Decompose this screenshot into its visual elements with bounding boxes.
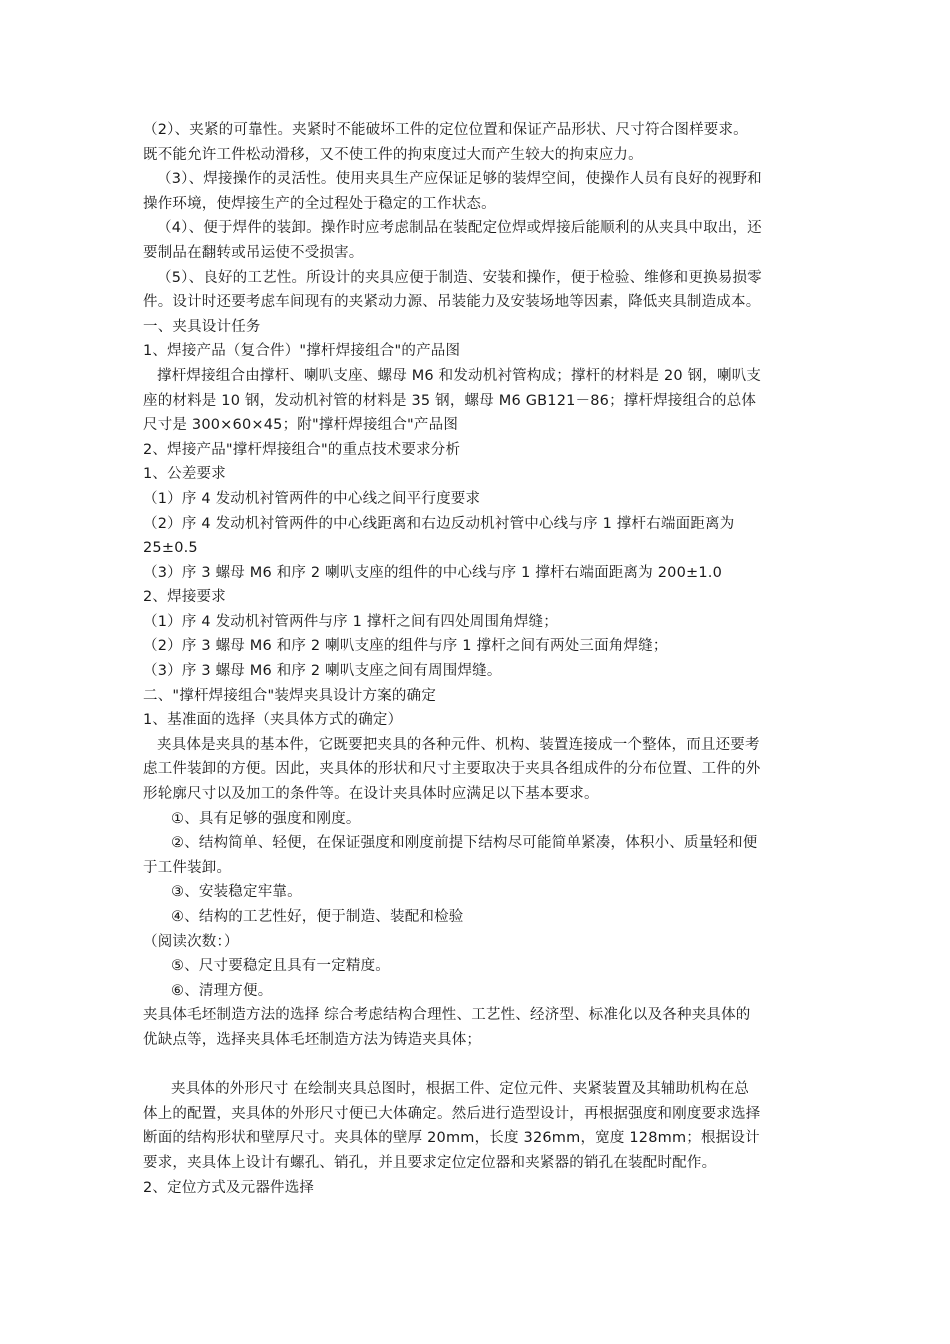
subsection-heading: 2、定位方式及元器件选择 — [143, 1179, 315, 1196]
list-item: ⑥、清理方便。 — [171, 982, 273, 999]
list-item: （2）序 4 发动机衬管两件的中心线距离和右边反动机衬管中心线与序 1 撑杆右端面距离为 — [143, 515, 735, 532]
text-line: 要制品在翻转或吊运使不受损害。 — [143, 244, 364, 261]
text-line: 优缺点等，选择夹具体毛坯制造方法为铸造夹具体； — [143, 1031, 482, 1048]
text-line: 要求，夹具体上设计有螺孔、销孔，并且要求定位定位器和夹紧器的销孔在装配时配作。 — [143, 1154, 717, 1171]
text-line: 形轮廓尺寸以及加工的条件等。在设计夹具体时应满足以下基本要求。 — [143, 786, 599, 803]
blank-line — [143, 1053, 815, 1078]
list-item: ①、具有足够的强度和刚度。 — [171, 810, 361, 827]
list-item: （1）序 4 发动机衬管两件的中心线之间平行度要求 — [143, 490, 481, 507]
list-item: （3）序 3 螺母 M6 和序 2 喇叭支座的组件的中心线与序 1 撑杆右端面距离为 200±1.0 — [143, 564, 723, 581]
text-line: 夹具体的外形尺寸 在绘制夹具总图时，根据工件、定位元件、夹紧装置及其辅助机构在总 — [171, 1081, 750, 1098]
text-line: 夹具体是夹具的基本件，它既要把夹具的各种元件、机构、装置连接成一个整体，而且还要考 — [157, 736, 760, 753]
text-line: 既不能允许工件松动滑移，又不使工件的拘束度过大而产生较大的拘束应力。 — [143, 146, 643, 163]
subsection-heading: 2、焊接要求 — [143, 589, 226, 606]
text-line: （2）、夹紧的可靠性。夹紧时不能破坏工件的定位位置和保证产品形状、尺寸符合图样要求。 — [143, 122, 748, 138]
section-heading: 一、夹具设计任务 — [143, 318, 261, 335]
text-line: （5）、良好的工艺性。所设计的夹具应便于制造、安装和操作，便于检验、维修和更换易损零 — [157, 269, 762, 286]
document-page — [143, 118, 815, 1200]
list-item: （3）序 3 螺母 M6 和序 2 喇叭支座之间有周围焊缝。 — [143, 663, 502, 680]
text-line: 撑杆焊接组合由撑杆、喇叭支座、螺母 M6 和发动机衬管构成；撑杆的材料是 20 钢，喇叭支 — [157, 367, 762, 384]
text-line: 件。设计时还要考虑车间现有的夹紧动力源、吊装能力及安装场地等因素，降低夹具制造成本。 — [143, 294, 761, 311]
text-line: 25±0.5 — [143, 540, 198, 557]
text-line: 尺寸是 300×60×45；附"撑杆焊接组合"产品图 — [143, 417, 459, 434]
subsection-heading: 2、焊接产品"撑杆焊接组合"的重点技术要求分析 — [143, 441, 461, 458]
text-line: 夹具体毛坯制造方法的选择 综合考虑结构合理性、工艺性、经济型、标准化以及各种夹具体的 — [143, 1007, 751, 1024]
list-item: ⑤、尺寸要稳定且具有一定精度。 — [171, 958, 390, 975]
subsection-heading: 1、焊接产品（复合件）"撑杆焊接组合"的产品图 — [143, 343, 461, 360]
list-item: ②、结构简单、轻便，在保证强度和刚度前提下结构尽可能简单紧凑，体积小、质量轻和便 — [171, 835, 758, 852]
text-line: （4）、便于焊件的装卸。操作时应考虑制品在装配定位焊或焊接后能顺利的从夹具中取出，还 — [157, 220, 762, 237]
read-count: （阅读次数：） — [143, 933, 239, 950]
list-item: ④、结构的工艺性好，便于制造、装配和检验 — [171, 909, 464, 925]
list-item: ③、安装稳定牢靠。 — [171, 884, 302, 901]
text-line: 操作环境，使焊接生产的全过程处于稳定的工作状态。 — [143, 195, 496, 212]
list-item: （1）序 4 发动机衬管两件与序 1 撑杆之间有四处周围角焊缝； — [143, 613, 559, 630]
subsection-heading: 1、基准面的选择（夹具体方式的确定） — [143, 712, 403, 729]
text-line: 座的材料是 10 钢，发动机衬管的材料是 35 钢，螺母 M6 GB121－86；撑杆焊接组合的总体 — [143, 392, 757, 409]
text-line: （3）、焊接操作的灵活性。使用夹具生产应保证足够的装焊空间，使操作人员有良好的视野和 — [157, 171, 762, 188]
text-line: 断面的结构形状和壁厚尺寸。夹具体的壁厚 20mm，长度 326mm，宽度 128mm；根据设计 — [143, 1130, 760, 1147]
section-heading: 二、"撑杆焊接组合"装焊夹具设计方案的确定 — [143, 687, 437, 704]
text-line: 于工件装卸。 — [143, 859, 232, 876]
text-line: 体上的配置，夹具体的外形尺寸便已大体确定。然后进行造型设计，再根据强度和刚度要求选择 — [143, 1105, 761, 1122]
subsection-heading: 1、公差要求 — [143, 466, 226, 483]
list-item: （2）序 3 螺母 M6 和序 2 喇叭支座的组件与序 1 撑杆之间有两处三面角焊缝； — [143, 638, 668, 655]
text-line: 虑工件装卸的方便。因此，夹具体的形状和尺寸主要取决于夹具各组成件的分布位置、工件的外 — [143, 761, 761, 778]
